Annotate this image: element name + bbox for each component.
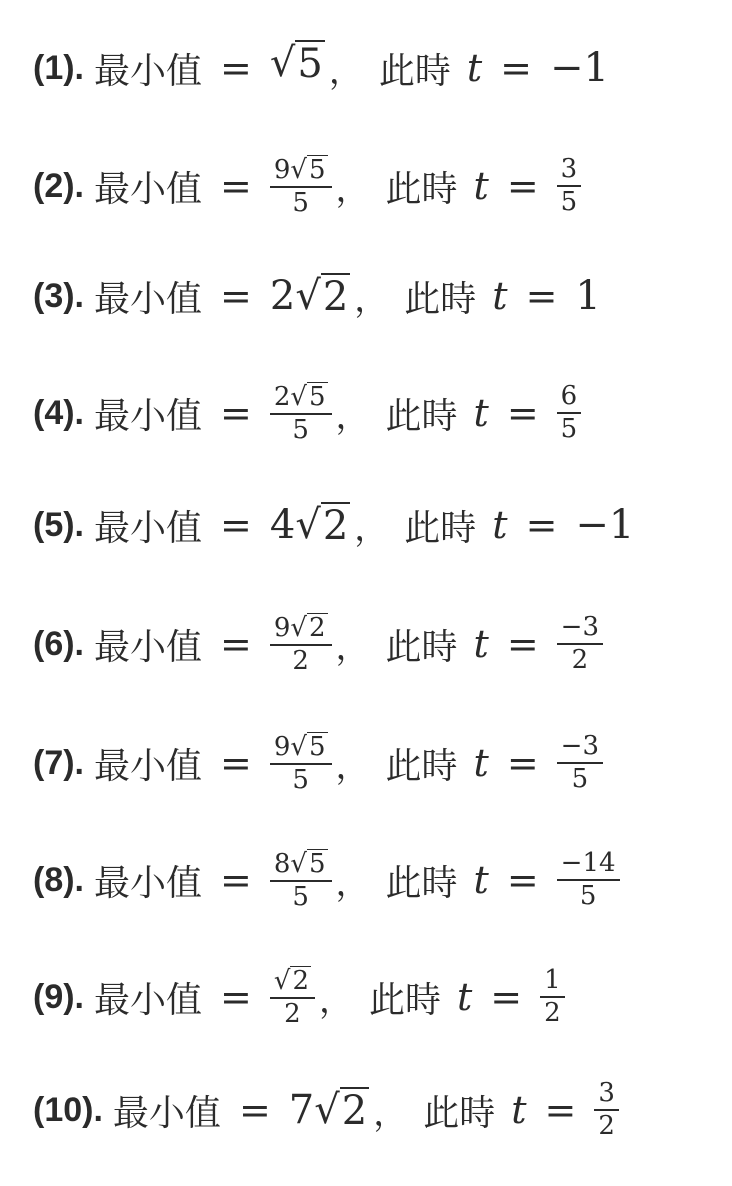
t-variable: t (492, 503, 508, 547)
sqrt-coefficient: 9 (273, 731, 291, 762)
equals-sign: = (544, 1088, 577, 1132)
fraction-denominator: 5 (292, 765, 309, 796)
t-variable: t (473, 622, 489, 666)
t-variable: t (473, 741, 489, 785)
min-value-fraction (270, 732, 332, 795)
t-variable: t (473, 164, 489, 208)
item-number: (5). (33, 505, 84, 544)
equals-sign: = (506, 622, 539, 666)
fraction-denominator: 2 (544, 998, 561, 1028)
radical-sign-icon: √ (290, 381, 307, 412)
then-label: 此時 (385, 168, 458, 210)
fraction-numerator (270, 966, 315, 1000)
min-value-label: 最小值 (94, 50, 203, 92)
t-value-fraction (557, 611, 603, 675)
answer-row (33, 251, 601, 341)
radicand: 2 (292, 965, 309, 996)
fraction-numerator (270, 849, 332, 883)
sqrt-expression (270, 502, 350, 548)
equals-sign: = (220, 274, 252, 318)
radical-sign-icon: √ (290, 731, 307, 762)
comma: ， (328, 51, 363, 92)
equals-sign: = (220, 975, 252, 1019)
equals-sign: = (506, 741, 539, 785)
equals-sign: = (525, 503, 558, 547)
fraction-denominator: 2 (598, 1111, 615, 1141)
comma: ， (373, 1093, 408, 1134)
min-value (270, 40, 325, 96)
equals-sign: = (220, 503, 252, 547)
equals-sign: = (220, 391, 252, 435)
t-variable: t (466, 46, 483, 90)
radicand: 5 (308, 731, 326, 762)
sqrt-coefficient: 9 (273, 612, 291, 643)
radical-sign-icon: √ (295, 273, 321, 319)
comma: ， (335, 746, 370, 787)
fraction-numerator: −3 (557, 614, 603, 645)
comma: ， (335, 396, 370, 437)
answer-row (33, 23, 609, 113)
equals-sign: = (506, 164, 539, 208)
fraction-numerator: 6 (557, 383, 582, 414)
item-number: (1). (33, 48, 84, 87)
radical-sign-icon: √ (290, 154, 307, 185)
sqrt-coefficient: 2 (273, 381, 291, 412)
radicand: 2 (322, 503, 349, 549)
radicand: 2 (341, 1088, 368, 1134)
radical-sign-icon: √ (295, 502, 321, 548)
equals-sign: = (220, 622, 252, 666)
item-number: (6). (33, 624, 84, 663)
equals-sign: = (506, 391, 539, 435)
t-variable: t (511, 1088, 527, 1132)
radicand: 5 (308, 154, 326, 185)
t-variable: t (473, 391, 489, 435)
sqrt-expression (289, 1087, 369, 1133)
min-value-fraction (270, 966, 315, 1029)
item-number: (7). (33, 743, 84, 782)
fraction-numerator: 1 (540, 967, 565, 998)
answer-row (33, 599, 603, 689)
equals-sign: = (490, 975, 523, 1019)
fraction-denominator: 5 (292, 882, 309, 913)
min-value (289, 1087, 369, 1133)
then-label: 此時 (404, 278, 477, 320)
sqrt-expression (274, 732, 328, 762)
sqrt-expression (274, 849, 328, 879)
sqrt-expression (270, 273, 350, 319)
fraction-numerator (270, 155, 332, 189)
fraction-denominator: 2 (284, 999, 301, 1030)
min-value-label: 最小值 (94, 979, 203, 1021)
min-value-label: 最小值 (94, 745, 203, 787)
t-value: −1 (549, 45, 609, 91)
then-label: 此時 (368, 979, 441, 1021)
equals-sign: = (506, 858, 539, 902)
fraction-denominator: 5 (560, 187, 578, 217)
answer-row (33, 141, 581, 231)
item-number: (10). (33, 1090, 103, 1129)
min-value-fraction (270, 613, 332, 676)
radical-sign-icon: √ (273, 965, 291, 996)
fraction-numerator: 3 (594, 1080, 619, 1111)
answer-row (33, 480, 634, 570)
t-variable: t (473, 858, 489, 902)
item-number: (2). (33, 166, 84, 205)
then-label: 此時 (385, 745, 458, 787)
answer-row (33, 368, 581, 458)
radical-sign-icon: √ (290, 848, 307, 879)
radicand: 5 (308, 381, 326, 412)
sqrt-coefficient: 4 (269, 502, 296, 548)
fraction-denominator: 2 (571, 645, 589, 675)
sqrt-expression (274, 155, 328, 185)
min-value-label: 最小值 (94, 507, 203, 549)
fraction-denominator: 5 (292, 188, 309, 219)
fraction-numerator: 3 (557, 156, 582, 187)
radical-sign-icon: √ (269, 40, 296, 86)
then-label: 此時 (385, 862, 458, 904)
answer-row (33, 835, 620, 925)
equals-sign: = (220, 46, 252, 90)
comma: ， (318, 980, 353, 1021)
t-variable: t (457, 975, 473, 1019)
equals-sign: = (500, 46, 532, 90)
radicand: 2 (322, 274, 349, 320)
equals-sign: = (238, 1088, 271, 1132)
t-value: −1 (575, 502, 635, 548)
sqrt-expression (274, 613, 328, 643)
equals-sign: = (220, 741, 252, 785)
t-value-fraction (557, 153, 582, 217)
fraction-denominator: 2 (292, 646, 309, 677)
fraction-denominator: 5 (579, 881, 597, 911)
min-value-fraction (270, 849, 332, 912)
comma: ， (354, 279, 389, 320)
t-variable: t (492, 274, 508, 318)
fraction-numerator (270, 613, 332, 647)
min-value-fraction (270, 382, 332, 445)
then-label: 此時 (423, 1092, 496, 1134)
comma: ， (354, 508, 389, 549)
min-value-label: 最小值 (94, 168, 203, 210)
t-value-fraction (557, 730, 603, 794)
min-value (270, 502, 350, 548)
radicand: 2 (308, 612, 326, 643)
comma: ， (335, 627, 370, 668)
item-number: (4). (33, 393, 84, 432)
min-value-label: 最小值 (94, 278, 203, 320)
min-value-label: 最小值 (112, 1092, 221, 1134)
radical-sign-icon: √ (290, 612, 307, 643)
t-value-fraction (557, 380, 582, 444)
then-label: 此時 (385, 626, 458, 668)
fraction-numerator (270, 732, 332, 766)
sqrt-coefficient: 2 (269, 273, 296, 319)
sqrt-expression (270, 40, 325, 86)
then-label: 此時 (404, 507, 477, 549)
item-number: (3). (33, 276, 84, 315)
fraction-numerator (270, 382, 332, 416)
sqrt-coefficient: 7 (288, 1087, 315, 1133)
equals-sign: = (220, 164, 252, 208)
sqrt-coefficient: 8 (273, 848, 291, 879)
min-value-label: 最小值 (94, 862, 203, 904)
sqrt-expression (274, 966, 311, 996)
t-value-fraction (594, 1077, 619, 1141)
min-value-label: 最小值 (94, 395, 203, 437)
radicand: 5 (308, 848, 326, 879)
answer-row (33, 952, 565, 1042)
then-label: 此時 (378, 50, 451, 92)
comma: ， (335, 169, 370, 210)
fraction-numerator: −3 (557, 733, 603, 764)
t-value: 1 (575, 273, 601, 319)
min-value (270, 273, 350, 319)
min-value-label: 最小值 (94, 626, 203, 668)
comma: ， (335, 863, 370, 904)
equals-sign: = (220, 858, 252, 902)
answer-row (33, 718, 603, 808)
fraction-denominator: 5 (292, 415, 309, 446)
fraction-denominator: 5 (560, 414, 578, 444)
t-value-fraction (557, 847, 620, 911)
item-number: (8). (33, 860, 84, 899)
fraction-denominator: 5 (571, 764, 589, 794)
t-value-fraction (540, 964, 565, 1028)
sqrt-coefficient: 9 (273, 154, 291, 185)
answer-row (33, 1065, 619, 1155)
radicand: 5 (297, 41, 323, 87)
equals-sign: = (525, 274, 558, 318)
min-value-fraction (270, 155, 332, 218)
radical-sign-icon: √ (314, 1087, 340, 1133)
then-label: 此時 (385, 395, 458, 437)
sqrt-expression (274, 382, 328, 412)
fraction-numerator: −14 (557, 850, 620, 881)
item-number: (9). (33, 977, 84, 1016)
